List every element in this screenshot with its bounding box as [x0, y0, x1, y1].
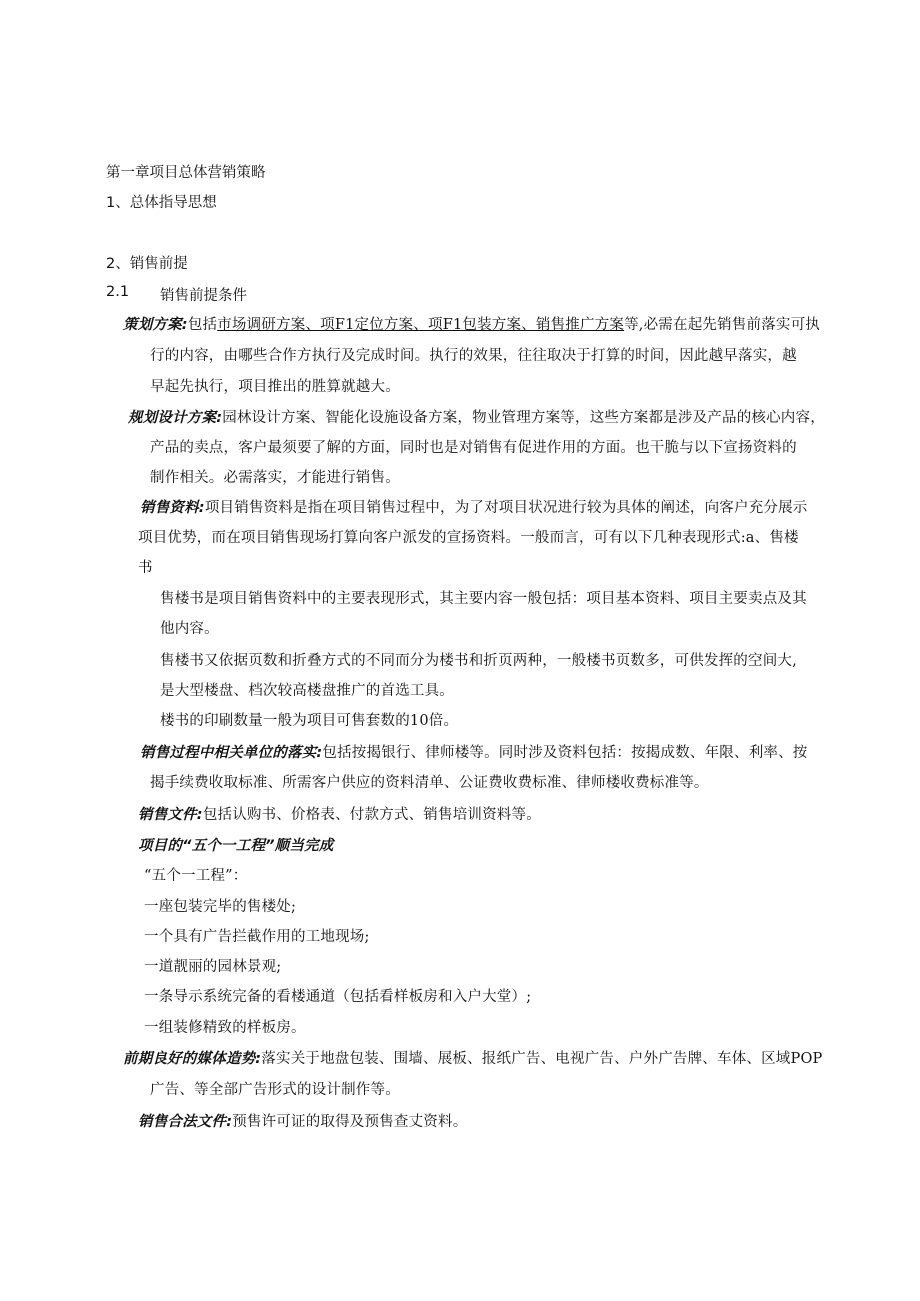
design-label: 规划设计方案:: [128, 410, 223, 426]
brochure-line-5: 楼书的印刷数量一般为项目可售套数的10倍。: [160, 713, 459, 729]
section-heading-1: 1、总体指导思想: [106, 195, 217, 211]
chapter-title: 第一章项目总体营销策略: [106, 165, 266, 181]
paragraph-units-line-2: 揭手续费收取标准、所需客户供应的资料清单、公证费收费标准、律师楼收费标准等。: [150, 775, 709, 791]
subsection-number: 2.1: [106, 284, 130, 300]
sales-materials-label: 销售资料:: [140, 500, 205, 516]
planning-label: 策划方案:: [123, 317, 188, 333]
paragraph-design-line-3: 制作相关。必需落实，才能进行销售。: [150, 470, 400, 486]
paragraph-planning-line-3: 早起先执行，项目推出的胜算就越大。: [150, 379, 400, 395]
planning-underlined: 市场调研方案、项F1定位方案、项F1包装方案、销售推广方案: [217, 317, 625, 333]
paragraph-planning-line-1: 策划方案:包括市场调研方案、项F1定位方案、项F1包装方案、销售推广方案等,必需在起先销售前落实可执: [123, 317, 821, 333]
section-heading-2: 2、销售前提: [106, 256, 188, 272]
paragraph-design-line-2: 产品的卖点，客户最须要了解的方面，同时也是对销售有促进作用的方面。也干脆与以下宣扬资料的: [150, 440, 797, 456]
sales-docs-label: 销售文件:: [138, 807, 203, 823]
subsection-title: 销售前提条件: [160, 288, 247, 304]
five-projects-heading: 项目的“五个一工程”顺当完成: [138, 838, 334, 854]
media-label: 前期良好的媒体造势:: [123, 1051, 262, 1067]
five-projects-intro: “五个一工程”：: [144, 868, 248, 884]
paragraph-sales-docs: 销售文件:包括认购书、价格表、付款方式、销售培训资料等。: [138, 807, 541, 823]
paragraph-planning-line-2: 行的内容，由哪些合作方执行及完成时间。执行的效果，往往取决于打算的时间，因此越早落实，越: [150, 348, 797, 364]
paragraph-sales-materials-line-3: 书: [138, 560, 153, 576]
paragraph-media-line-2: 广告、等全部广告形式的设计制作等。: [150, 1082, 400, 1098]
legal-docs-label: 销售合法文件:: [138, 1114, 233, 1130]
five-projects-item: 一条导示系统完备的看楼通道（包括看样板房和入户大堂）;: [144, 989, 532, 1005]
brochure-line-2: 他内容。: [160, 621, 219, 637]
brochure-line-1: 售楼书是项目销售资料中的主要表现形式，其主要内容一般包括：项目基本资料、项目主要卖点及其: [160, 591, 807, 607]
five-projects-item: 一座包装完毕的售楼处;: [144, 899, 297, 915]
paragraph-media-line-1: 前期良好的媒体造势:落实关于地盘包装、围墙、展板、报纸广告、电视广告、户外广告牌、车体、区域POP: [123, 1051, 823, 1067]
paragraph-design-line-1: 规划设计方案:园林设计方案、智能化设施设备方案，物业管理方案等，这些方案都是涉及产品的核心内容，: [128, 410, 825, 426]
units-label: 销售过程中相关单位的落实:: [140, 745, 323, 761]
five-projects-item: 一组装修精致的样板房。: [144, 1020, 306, 1036]
brochure-line-4: 是大型楼盘、档次较高楼盘推广的首选工具。: [160, 683, 454, 699]
paragraph-sales-materials-line-1: 销售资料:项目销售资料是指在项目销售过程中，为了对项目状况进行较为具体的阐述，向客户充分展示: [140, 500, 808, 516]
brochure-line-3: 售楼书又依据页数和折叠方式的不同而分为楼书和折页两种，一般楼书页数多，可供发挥的空间大,: [160, 653, 797, 669]
five-projects-item: 一道靓丽的园林景观;: [144, 959, 282, 975]
paragraph-units-line-1: 销售过程中相关单位的落实:包括按揭银行、律师楼等。同时涉及资料包括：按揭成数、年限、利率、按: [140, 745, 808, 761]
paragraph-sales-materials-line-2: 项目优势，而在项目销售现场打算向客户派发的宣扬资料。一般而言，可有以下几种表现形式:a、售楼: [138, 530, 799, 546]
paragraph-legal-docs: 销售合法文件:预售许可证的取得及预售查丈资料。: [138, 1114, 468, 1130]
five-projects-item: 一个具有广告拦截作用的工地现场;: [144, 929, 370, 945]
